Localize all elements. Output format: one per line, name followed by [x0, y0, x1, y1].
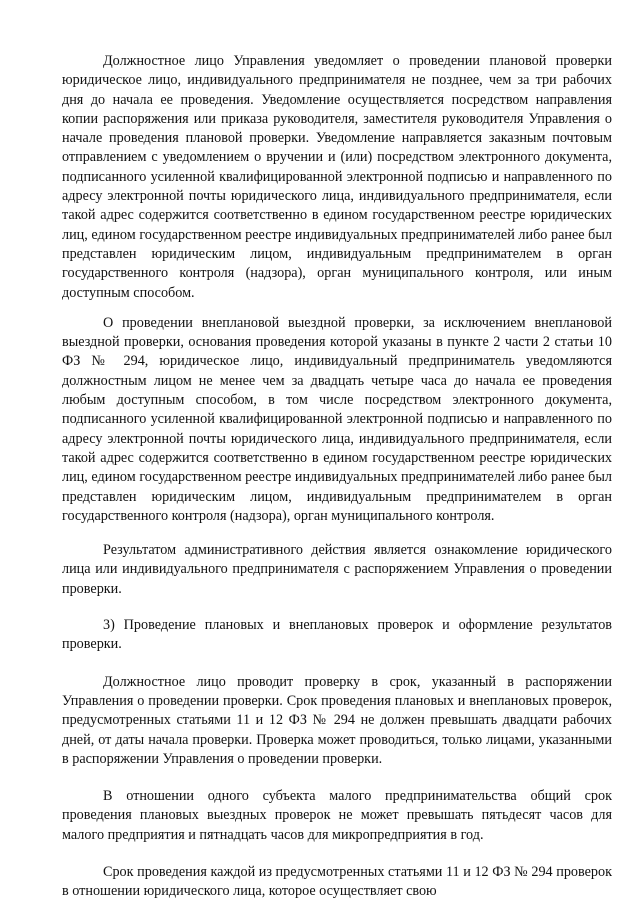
document-page	[62, 52, 612, 902]
paragraph-small-business: В отношении одного субъекта малого предпринимательства общий срок проведения плановых выездных проверок не может превышать пятьдесят часов для малого предприятия и пятнадцать часов для микропредприятия в год.	[62, 788, 612, 843]
paragraph-inspection-term: Должностное лицо проводит проверку в срок, указанный в распоряжении Управления о проведении проверки. Срок проведения плановых и внеплановых проверок, предусмотренных статьями 11 и 12 ФЗ № 294 не должен превышать двадцати рабочих дней, от даты начала проверки. Проверка может проводиться, только лицами, указанными в распоряжении Управления о проведении проверки.	[62, 673, 612, 767]
paragraph-each-inspection-term: Срок проведения каждой из предусмотренных статьями 11 и 12 ФЗ № 294 проверок в отношении юридического лица, которое осуществляет свою	[62, 863, 612, 900]
section-heading-inspections: 3) Проведение плановых и внеплановых проверок и оформление результатов проверки.	[62, 617, 612, 653]
paragraph-notification-planned: Должностное лицо Управления уведомляет о проведении плановой проверки юридическое лицо, индивидуального предпринимателя не позднее, чем за три рабочих дня до начала ее проведения. Уведомление осуществляется посредством направления копии распоряжения или приказа руководителя, заместителя руководителя Управления о начале проведения плановой проверки. Уведомление направляется заказным почтовым отправлением с уведомлением о вручении и (или) посредством электронного документа, подписанного усиленной квалифицированной электронной подписью и направленного по адресу электронной почты юридического лица, индивидуального предпринимателя, если такой адрес содержится соответственно в едином государственном реестре юридических лиц, едином государственном реестре индивидуальных предпринимателей либо ранее был представлен юридическим лицом, индивидуальным предпринимателем в орган государственного контроля (надзора), орган муниципального контроля, или иным доступным способом.	[62, 53, 612, 301]
paragraph-result: Результатом административного действия является ознакомление юридического лица или индивидуального предпринимателя с распоряжением Управления о проведении проверки.	[62, 542, 612, 597]
paragraph-notification-unplanned: О проведении внеплановой выездной проверки, за исключением внеплановой выездной проверки, основания проведения которой указаны в пункте 2 части 2 статьи 10 ФЗ № 294, юридическое лицо, индивидуальный предприниматель уведомляются должностным лицом не менее чем за двадцать четыре часа до начала ее проведения любым доступным способом, в том числе посредством электронного документа, подписанного усиленной квалифицированной электронной подписью и направленного по адресу электронной почты юридического лица, индивидуального предпринимателя, если такой адрес содержится соответственно в едином государственном реестре юридических лиц, едином государственном реестре индивидуальных предпринимателей либо ранее был представлен юридическим лицом, индивидуальным предпринимателем в орган государственного контроля (надзора), орган муниципального контроля.	[62, 314, 612, 524]
